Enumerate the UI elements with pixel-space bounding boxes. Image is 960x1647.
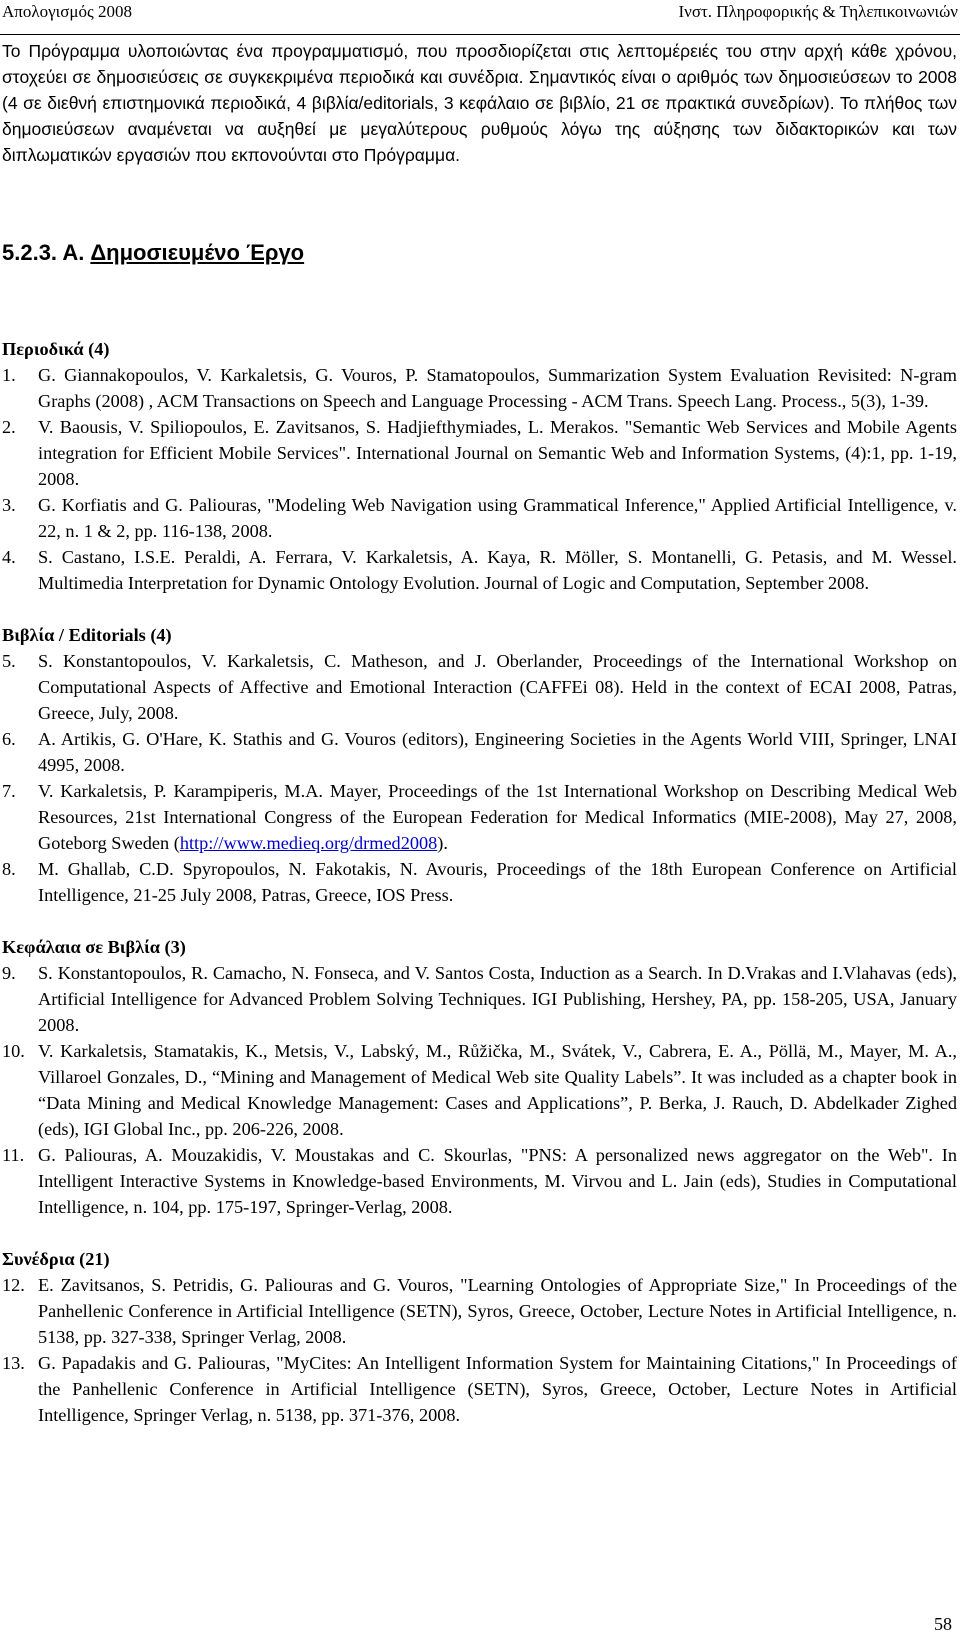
section-title: Δημοσιευμένο Έργο	[90, 240, 305, 265]
entry-text	[38, 960, 957, 1038]
entry-text	[38, 856, 957, 908]
publication-entry	[2, 960, 957, 1038]
entry-number: 1.	[2, 365, 16, 385]
entry-text	[38, 778, 957, 856]
entry-number: 11.	[2, 1145, 25, 1165]
entry-citation: V. Karkaletsis, Stamatakis, K., Metsis, V., Labský, M., Růžička, M., Svátek, V., Cabrera, E. A., Pöllä, M., Mayer, M. A., Villaroel Gonzales, D., “Mining and Management of Medical Web site Quality Labels”. It was included as a chapter book in “Data Mining and Medical Knowledge Management: Cases and Applications”, P. Berka, J. Rauch, D. Abdelkader Zighed (eds), IGI Global Inc., pp. 206-226, 2008.	[38, 1041, 957, 1139]
page-number: 58	[934, 1614, 952, 1634]
entry-citation-end: ).	[437, 833, 448, 853]
entry-text	[38, 648, 957, 726]
publication-entry	[2, 648, 957, 726]
publication-group-title: Περιοδικά (4)	[2, 339, 110, 359]
entry-citation: M. Ghallab, C.D. Spyropoulos, N. Fakotakis, N. Avouris, Proceedings of the 18th European Conference on Artificial Intelligence, 21-25 July 2008, Patras, Greece, IOS Press.	[38, 859, 957, 905]
entry-citation: G. Papadakis and G. Paliouras, "MyCites: An Intelligent Information System for Maintaining Citations," In Proceedings of the Panhellenic Conference in Artificial Intelligence (SETN), Syros, Greece, October, Lecture Notes in Artificial Intelligence, Springer Verlag, n. 5138, pp. 371-376, 2008.	[38, 1353, 957, 1425]
entry-citation: G. Paliouras, A. Mouzakidis, V. Moustakas and C. Skourlas, "PNS: A personalized news aggregator on the Web". In Intelligent Interactive Systems in Knowledge-based Environments, M. Virvou and L. Jain (eds), Studies in Computational Intelligence, n. 104, pp. 175-197, Springer-Verlag, 2008.	[38, 1145, 957, 1217]
publication-group	[2, 1246, 957, 1428]
entry-citation: V. Karkaletsis, P. Karampiperis, M.A. Mayer, Proceedings of the 1st International Workshop on Describing Medical Web Resources, 21st International Congress of the European Federation for Medical Informatics (MIE-2008), May 27, 2008, Goteborg Sweden (	[38, 781, 957, 853]
entry-citation: E. Zavitsanos, S. Petridis, G. Paliouras and G. Vouros, "Learning Ontologies of Appropriate Size," In Proceedings of the Panhellenic Conference in Artificial Intelligence (SETN), Syros, Greece, October, Lecture Notes in Artificial Intelligence, n. 5138, pp. 327-338, Springer Verlag, 2008.	[38, 1275, 957, 1347]
entry-text	[38, 492, 957, 544]
publication-entry	[2, 1038, 957, 1142]
entry-citation: S. Konstantopoulos, R. Camacho, N. Fonseca, and V. Santos Costa, Induction as a Search. In D.Vrakas and I.Vlahavas (eds), Artificial Intelligence for Advanced Problem Solving Techniques. IGI Publishing, Hershey, PA, pp. 158-205, USA, January 2008.	[38, 963, 957, 1035]
intro-text: Το Πρόγραμμα υλοποιώντας ένα προγραμματισμό, που προσδιορίζεται στις λεπτομέρειές του στην αρχή κάθε χρόνου, στοχεύει σε δημοσιεύσεις σε συγκεκριμένα περιοδικά και συνέδρια. Σημαντικός είναι ο αριθμός των δημοσιεύσεων το 2008 (4 σε διεθνή επιστημονικά περιοδικά, 4 βιβλία/editorials, 3 κεφάλαιο σε βιβλίο, 21 σε πρακτικά συνεδρίων). Το πλήθος των δημοσιεύσεων αναμένεται να αυξηθεί με μεγαλύτερους ρυθμούς λόγω της αύξησης των διδακτορικών και των διπλωματικών εργασιών που εκπονούνται στο Πρόγραμμα.	[2, 41, 957, 165]
entry-number: 12.	[2, 1275, 25, 1295]
intro-paragraph	[2, 38, 957, 168]
entry-number: 5.	[2, 651, 16, 671]
entry-number: 2.	[2, 417, 16, 437]
page-header	[0, 0, 960, 35]
publication-entry	[2, 778, 957, 856]
entry-link[interactable]: http://www.medieq.org/drmed2008	[179, 833, 438, 853]
entry-text	[38, 726, 957, 778]
entry-text	[38, 1350, 957, 1428]
publication-entry	[2, 414, 957, 492]
publication-entry	[2, 1350, 957, 1428]
publication-entry	[2, 1272, 957, 1350]
entry-text	[38, 1272, 957, 1350]
header-institute: Ινστ. Πληροφορικής & Τηλεπικοινωνιών	[678, 2, 958, 21]
publication-entry	[2, 1142, 957, 1220]
header-report-title: Απολογισμός 2008	[2, 2, 132, 21]
publication-group-title: Βιβλία / Editorials (4)	[2, 625, 172, 645]
entry-number: 7.	[2, 781, 16, 801]
entry-number: 4.	[2, 547, 16, 567]
entry-text	[38, 544, 957, 596]
entry-number: 8.	[2, 859, 16, 879]
publication-group	[2, 336, 957, 596]
publication-group-title: Συνέδρια (21)	[2, 1249, 110, 1269]
entry-citation: G. Korfiatis and G. Paliouras, "Modeling Web Navigation using Grammatical Inference," Applied Artificial Intelligence, v. 22, n. 1 & 2, pp. 116-138, 2008.	[38, 495, 957, 541]
entry-number: 13.	[2, 1353, 25, 1373]
entry-text	[38, 1038, 957, 1142]
entry-number: 6.	[2, 729, 16, 749]
publication-entry	[2, 362, 957, 414]
publication-group	[2, 934, 957, 1220]
entry-text	[38, 414, 957, 492]
publication-entry	[2, 544, 957, 596]
publication-entry	[2, 726, 957, 778]
entry-number: 9.	[2, 963, 16, 983]
publication-entry	[2, 856, 957, 908]
publications-list	[2, 336, 957, 1454]
entry-number: 3.	[2, 495, 16, 515]
section-number: 5.2.3. Α.	[2, 240, 85, 265]
entry-citation: G. Giannakopoulos, V. Karkaletsis, G. Vouros, P. Stamatopoulos, Summarization System Evaluation Revisited: N-gram Graphs (2008) , ACM Transactions on Speech and Language Processing - ACM Trans. Speech Lang. Process., 5(3), 1-39.	[38, 365, 957, 411]
entry-citation: A. Artikis, G. O'Hare, K. Stathis and G. Vouros (editors), Engineering Societies in the Agents World VIII, Springer, LNAI 4995, 2008.	[38, 729, 957, 775]
publication-group	[2, 622, 957, 908]
entry-text	[38, 1142, 957, 1220]
entry-text	[38, 362, 957, 414]
entry-citation: V. Baousis, V. Spiliopoulos, E. Zavitsanos, S. Hadjiefthymiades, L. Merakos. "Semantic Web Services and Mobile Agents integration for Efficient Mobile Services". International Journal on Semantic Web and Information Systems, (4):1, pp. 1-19, 2008.	[38, 417, 957, 489]
entry-citation: S. Konstantopoulos, V. Karkaletsis, C. Matheson, and J. Oberlander, Proceedings of the International Workshop on Computational Aspects of Affective and Emotional Interaction (CAFFEi 08). Held in the context of ECAI 2008, Patras, Greece, July, 2008.	[38, 651, 957, 723]
entry-number: 10.	[2, 1041, 25, 1061]
entry-citation: S. Castano, I.S.E. Peraldi, A. Ferrara, V. Karkaletsis, A. Kaya, R. Möller, S. Montanelli, G. Petasis, and M. Wessel. Multimedia Interpretation for Dynamic Ontology Evolution. Journal of Logic and Computation, September 2008.	[38, 547, 957, 593]
publication-group-title: Κεφάλαια σε Βιβλία (3)	[2, 937, 186, 957]
publication-entry	[2, 492, 957, 544]
section-heading	[2, 240, 304, 266]
